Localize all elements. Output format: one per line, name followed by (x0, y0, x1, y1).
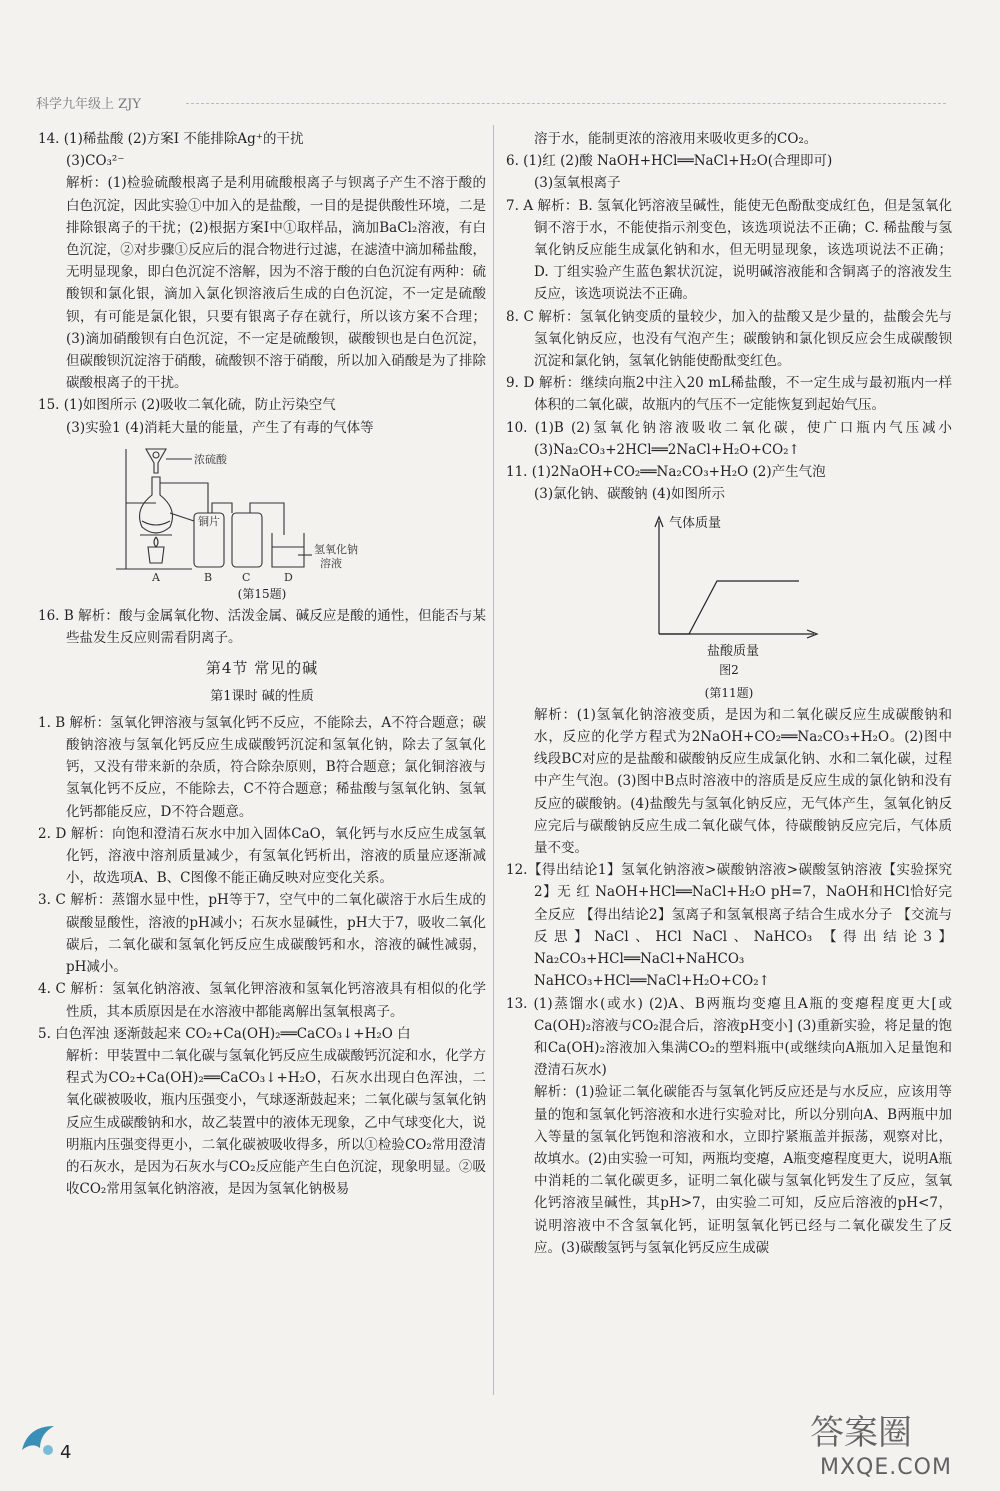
label-solution: 溶液 (320, 556, 342, 570)
q7-answer: 7. A 解析：B. 氢氧化钙溶液呈碱性，能使无色酚酞变成红色，但是氢氧化铜不溶于水，不能使指示剂变色，该选项说法不正确；C. 稀盐酸与氢氧化钠反应能生成氯化钠和水，但无明显现象，该选项说法不正确；D. 丁组实验产生蓝色絮状沉淀，说明碱溶液能和含铜离子的溶液发生反应，该选项说法不正确。 (506, 197, 952, 303)
lesson-title: 第1课时 碱的性质 (210, 688, 314, 704)
q11-figure-caption: (第11题) (704, 685, 754, 700)
q15-figure-caption: (第15题) (237, 586, 287, 601)
q13-explanation: 解析：(1)验证二氧化碳能否与氢氧化钙反应还是与水反应，应该用等量的饱和氢氧化钙溶液和水进行实验对比，所以分别向A、B两瓶中加入等量的氢氧化钙饱和溶液和水，立即拧紧瓶盖并振荡，观察对比，故填水。(2)由实验一可知，两瓶均变瘪，A瓶变瘪程度更大，说明A瓶中消耗的二氧化碳更多，证明二氧化碳与氢氧化钙发生了反应，氢氧化钙溶液呈碱性，其pH>7，由实验二可知，反应后溶液的pH<7，说明溶液中不含氢氧化钙，证明氢氧化钙已经与二氧化碳发生了反应。(3)碳酸氢钙与氢氧化钙反应生成碳 (534, 1084, 952, 1256)
label-conc-acid: 浓硫酸 (194, 452, 227, 466)
section-title: 第4节 常见的碱 (205, 659, 319, 678)
label-d: D (284, 570, 293, 583)
q5-continued: 溶于水，能制更浓的溶液用来吸收更多的CO₂。 (534, 131, 818, 147)
watermark-logo: 答案圈 (810, 1413, 912, 1453)
publisher-logo-icon (18, 1420, 62, 1460)
y-axis-label: 气体质量 (669, 516, 722, 532)
page-number: 4 (60, 1442, 72, 1463)
label-c: C (242, 570, 251, 583)
label-a: A (152, 570, 160, 583)
funnel-bulb (153, 452, 159, 458)
q6-answer-3: (3)氢氧根离子 (534, 175, 621, 192)
watermark-url: MXQE.COM (820, 1455, 952, 1480)
q14-answer: 14. (1)稀盐酸 (2)方案Ⅰ 不能排除Ag⁺的干扰 (38, 131, 304, 147)
q6-answer: 6. (1)红 (2)酸 NaOH+HCl══NaCl+H₂O(合理即可) (506, 153, 833, 170)
q11-graph (629, 509, 829, 659)
q1-answer: 1. B 解析：氢氧化钾溶液与氢氧化钙不反应，不能除去，A不符合题意；碳酸钠溶液与氢氧化钙反应生成碳酸钙沉淀和氢氧化钠，除去了氢氧化钙，又没有带来新的杂质，符合除杂原则，B符合题意；氯化铜溶液与氢氧化钙不反应，不能除去，C不符合题意；稀盐酸与氢氧化钠、氢氧化钙都能反应，D不符合题意。 (38, 714, 486, 820)
cu-label-line (170, 513, 194, 521)
column-divider (493, 125, 494, 1395)
alcohol-lamp (148, 547, 164, 563)
bottle-c (232, 513, 262, 567)
q9-answer: 9. D 解析：继续向瓶2中注入20 mL稀盐酸，不一定生成与最初瓶内一样体积的二氧化碳，故瓶内的气压不一定能恢复到起始气压。 (506, 375, 952, 414)
q4-answer: 4. C 解析：氢氧化钠溶液、氢氧化钾溶液和氢氧化钙溶液具有相似的化学性质，其本质原因是在水溶液中都能离解出氢氧根离子。 (38, 981, 486, 1020)
q13-answer: 13. (1)蒸馏水(或水) (2)A、B两瓶均变瘪且A瓶的变瘪程度更大[或Ca(OH)₂溶液与CO₂混合后，溶液pH变小] (3)重新实验，将足量的饱和Ca(OH)₂溶液加入集满CO₂的塑料瓶中(或继续向A瓶加入足量饱和澄清石灰水) (506, 995, 952, 1079)
left-column (38, 128, 486, 1200)
q10-answer: 10. (1)B (2)氢氧化钠溶液吸收二氧化碳，使广口瓶内气压减小 (3)Na₂CO₃+2HCl══2NaCl+H₂O+CO₂↑ (506, 419, 952, 458)
flask-liquid (142, 521, 170, 525)
q11-answer: 11. (1)2NaOH+CO₂══Na₂CO₃+H₂O (2)产生气泡 (506, 464, 826, 481)
page-header (36, 93, 946, 113)
q16-answer: 16. B 解析：酸与金属氧化物、活泼金属、碱反应是酸的通性，但能否与某些盐发生反应则需看阴离子。 (38, 608, 486, 647)
tube-b-c (212, 503, 232, 513)
q8-answer: 8. C 解析：氢氧化钠变质的量较少，加入的盐酸又是少量的，盐酸会先与氢氧化钠反应，也没有气泡产生；碳酸钠和氯化钡反应会生成碳酸钡沉淀和氯化钠，氢氧化钠能使酚酞变红色。 (506, 308, 952, 370)
label-naoh: 氢氧化钠 (314, 542, 358, 556)
q15-answer-2: (3)实验1 (4)消耗大量的能量，产生了有毒的气体等 (66, 419, 374, 436)
header-rule (186, 103, 946, 104)
label-b: B (204, 570, 213, 583)
header-title: 科学九年级上 ZJY (36, 97, 141, 112)
q14-answer-3: (3)CO₃²⁻ (66, 153, 125, 170)
beaker-d (272, 533, 304, 567)
q2-answer: 2. D 解析：向饱和澄清石灰水中加入固体CaO，氧化钙与水反应生成氢氧化钙，溶液中溶剂质量减少，有氢氧化钙析出，溶液的质量应逐渐减小，故选项A、B、C图像不能正确反映对应变化关系。 (38, 825, 486, 887)
gas-mass-line (659, 581, 799, 634)
q5-answer: 5. 白色浑浊 逐渐鼓起来 CO₂+Ca(OH)₂══CaCO₃↓+H₂O 白 (38, 1025, 411, 1042)
dropping-funnel (146, 449, 166, 473)
q11-answer-3: (3)氯化钠、碳酸钠 (4)如图所示 (534, 486, 726, 503)
q14-explanation: 解析：(1)检验硫酸根离子是利用硫酸根离子与钡离子产生不溶于酸的白色沉淀，因此实验①中加入的是盐酸，一目的是提供酸性环境，二是排除银离子的干扰；(2)根据方案Ⅰ中①取样品，滴加BaCl₂溶液，有白色沉淀，②对步骤①反应后的混合物进行过滤，在滤渣中滴加稀盐酸，无明显现象，即白色沉淀不溶解，因为不溶于酸的白色沉淀有两种：硫酸钡和氯化银，滴加入氯化钡溶液后生成的白色沉淀，不一定是硫酸钡，有可能是氯化银，只要有银离子存在就行，所以该方案不合理；(3)滴加硝酸钡有白色沉淀，不一定是硫酸钡，碳酸钡也是白色沉淀，但碳酸钡沉淀溶于硝酸，硫酸钡不溶于硝酸，所以加入硝酸是为了排除碳酸根离子的干扰。 (66, 175, 486, 392)
q15-apparatus-figure (112, 443, 412, 583)
q5-explanation: 解析：甲装置中二氧化碳与氢氧化钙反应生成碳酸钙沉淀和水，化学方程式为CO₂+Ca(OH)₂══CaCO₃↓+H₂O，石灰水出现白色浑浊，二氧化碳被吸收，瓶内压强变小，气球逐渐鼓起来；二氧化碳与氢氧化钠反应生成碳酸钠和水，故乙装置中的液体无现象，乙中气球变化大，说明瓶内压强变得更小，二氧化碳被吸收得多，所以①检验CO₂常用澄清的石灰水，是因为石灰水与CO₂反应能产生白色沉淀，现象明显。②吸收CO₂常用氢氧化钠溶液，是因为氢氧化钠极易 (66, 1047, 486, 1198)
delivery-tube (160, 483, 208, 513)
q12-answer: 12.【得出结论1】氢氧化钠溶液>碳酸钠溶液>碳酸氢钠溶液【实验探究2】无 红 NaOH+HCl══NaCl+H₂O pH=7，NaOH和HCl恰好完全反应 【得出结论2】氢离子和氢氧根离子结合生成水分子 【交流与反思】NaCl、HCl NaCl、NaHCO₃ 【得出结论3】Na₂CO₃+HCl══NaCl+NaHCO₃ NaHCO₃+HCl══NaCl+H₂O+CO₂↑ (506, 862, 952, 990)
flame (154, 537, 158, 547)
x-axis-label: 盐酸质量 (707, 644, 760, 660)
tube-c-d (250, 503, 284, 535)
right-column (506, 128, 952, 1259)
q3-answer: 3. C 解析：蒸馏水显中性，pH等于7，空气中的二氧化碳溶于水后生成的碳酸显酸性，溶液的pH减小；石灰水显碱性，pH大于7，吸收二氧化碳后，二氧化碳和氢氧化钙反应生成碳酸钙和水，溶液的碱性减弱，pH减小。 (38, 892, 486, 976)
label-copper: 铜片 (198, 514, 220, 528)
q11-figure-number: 图2 (719, 663, 739, 678)
q15-answer: 15. (1)如图所示 (2)吸收二氧化硫，防止污染空气 (38, 397, 336, 414)
q11-explanation: 解析：(1)氢氧化钠溶液变质，是因为和二氧化碳反应生成碳酸钠和水，反应的化学方程式为2NaOH+CO₂══Na₂CO₃+H₂O。(2)图中线段BC对应的是盐酸和碳酸钠反应生成氯化钠、水和二氧化碳，过程中产生气泡。(3)图中B点时溶液中的溶质是反应生成的氯化钠和没有反应的碳酸钠。(4)盐酸先与氢氧化钠反应，无气体产生，氢氧化钠反应完后与碳酸钠反应生成二氧化碳气体，待碳酸钠反应完后，气体质量不变。 (534, 706, 952, 857)
